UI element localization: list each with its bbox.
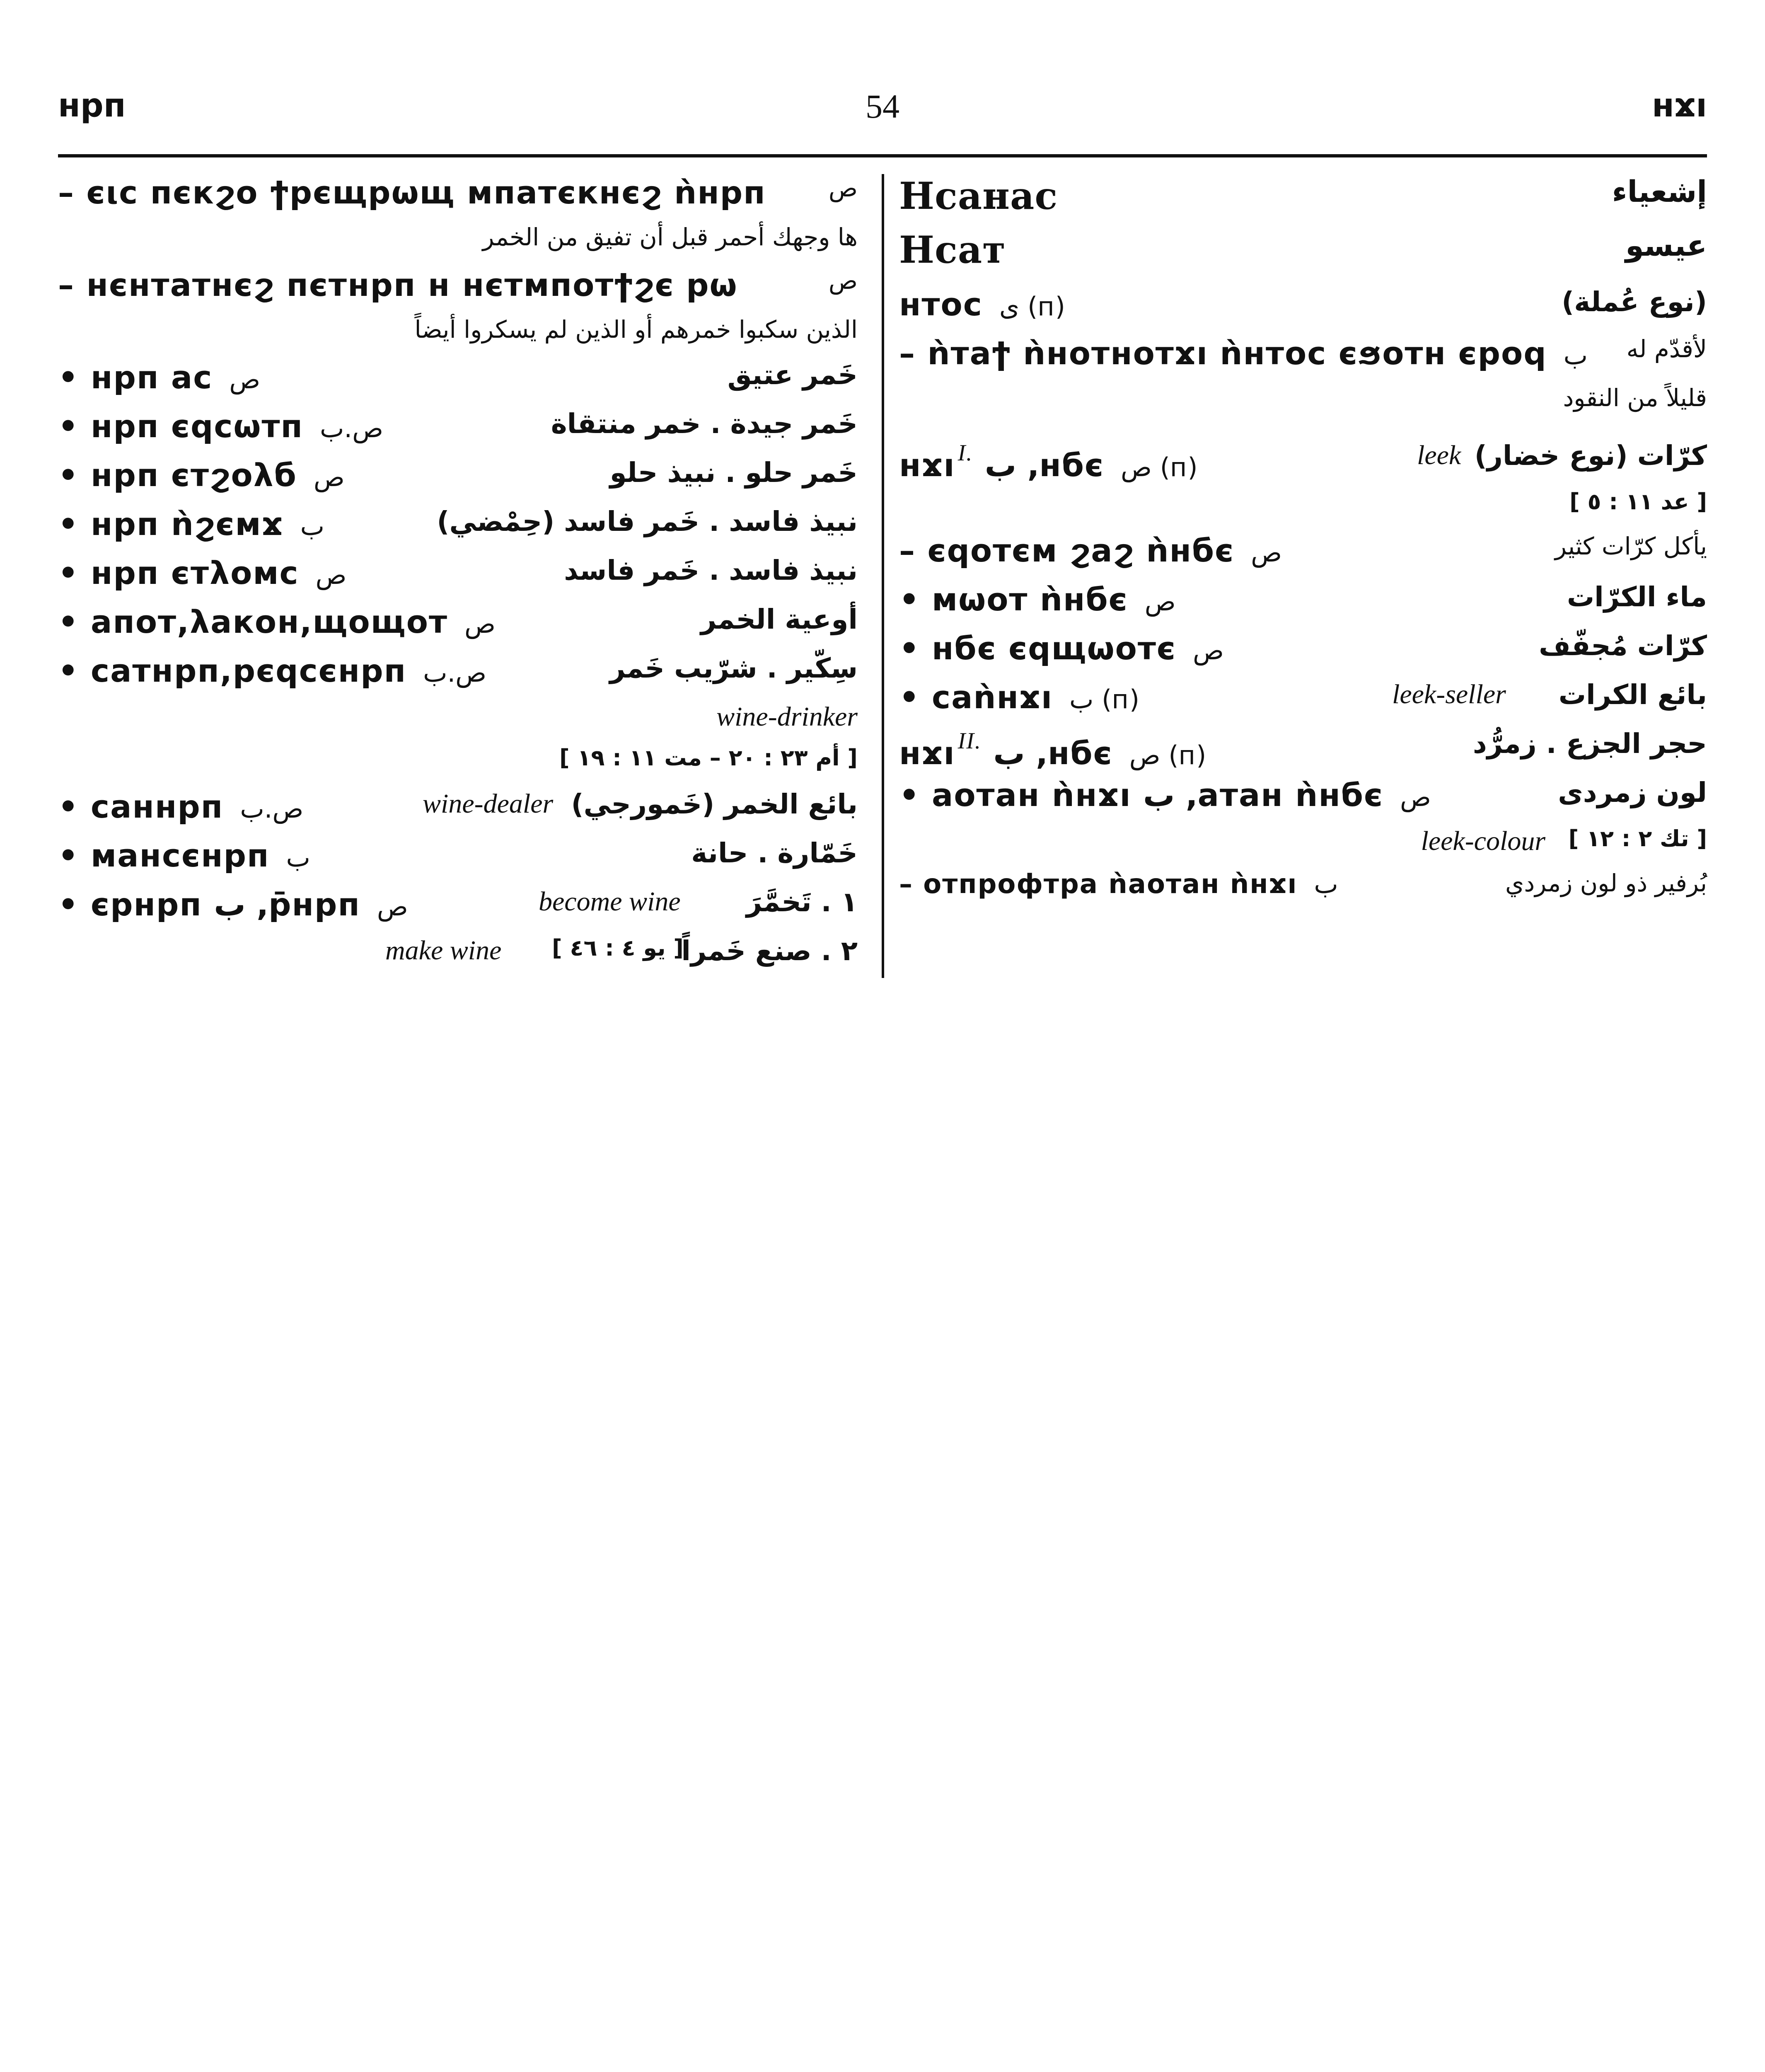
pos-tag: ص: [828, 266, 858, 295]
dictionary-entry: [58, 174, 858, 266]
dictionary-entry: [899, 777, 1707, 869]
english-gloss: become wine: [539, 886, 681, 917]
coptic-headword: • апот,λакон,щощот ص: [58, 603, 496, 640]
dictionary-entry: [899, 286, 1707, 335]
dictionary-entry: [58, 652, 858, 788]
page-header: [58, 87, 1707, 137]
english-gloss: make wine: [385, 935, 502, 966]
pos-tag: ص: [828, 174, 858, 202]
arabic-gloss: ٢ . صنع خَمراً: [681, 935, 858, 967]
scripture-reference: [ عد ١١ : ٥ ]: [1569, 489, 1707, 515]
arabic-gloss: خَمّارة . حانة: [691, 837, 858, 869]
arabic-gloss: حجر الجزع . زمرُّد: [1472, 728, 1707, 760]
dictionary-entry: [899, 679, 1707, 728]
coptic-headword: • сатнрп,рєqсєнрп ص.ب: [58, 652, 487, 689]
right-column: [899, 174, 1707, 918]
scripture-reference: [ تك ٢ : ١٢ ]: [1568, 825, 1707, 852]
coptic-headword: • нрп ас ص: [58, 359, 261, 396]
dictionary-entry: [899, 581, 1707, 630]
dictionary-entry: [899, 440, 1707, 532]
coptic-headword: Нсанас: [899, 174, 1058, 218]
english-gloss: wine-dealer: [423, 789, 554, 819]
english-gloss: leek-seller: [1392, 679, 1506, 709]
arabic-gloss: سِكّير . شرّيب خَمر: [609, 652, 858, 684]
dictionary-entry: [899, 335, 1707, 427]
dictionary-entry: [58, 408, 858, 457]
coptic-headword: – нєнтатнєϩ пєтнрп н нєтмпотϯϩє рω: [58, 266, 738, 303]
arabic-gloss: خَمر جيدة . خمر منتقاة: [551, 408, 858, 440]
coptic-headword: – єιс пєкϩо ϯрєщрωщ мпатєкнєϩ ǹнрп: [58, 174, 766, 211]
dictionary-entry: [899, 630, 1707, 679]
arabic-gloss: ها وجهك أحمر قبل أن تفيق من الخمر: [482, 223, 858, 251]
dictionary-entry: [58, 266, 858, 359]
dictionary-entry: [899, 174, 1707, 228]
arabic-gloss: كرّات مُجفّف: [1539, 630, 1707, 662]
coptic-headword: – отпрофтра ǹаотан ǹнϫı ب: [899, 869, 1338, 900]
coptic-headword: • аотан ǹнϫı ب ,атан ǹнбє ص: [899, 777, 1431, 813]
arabic-gloss: نبيذ فاسد . خَمر فاسد (حِمْضي): [437, 506, 858, 537]
arabic-gloss: بُرفير ذو لون زمردي: [1505, 869, 1707, 897]
dictionary-entry: [58, 788, 858, 837]
dictionary-entry: [899, 532, 1707, 581]
dictionary-entry: [899, 728, 1707, 777]
coptic-headword: • мансєнрп ب: [58, 837, 310, 874]
coptic-headword: • саннрп ص.ب: [58, 788, 304, 825]
running-head-right: нϫı: [1652, 87, 1707, 124]
column-divider: [882, 174, 884, 978]
coptic-headword: • мωот ǹнбє ص: [899, 581, 1176, 618]
arabic-gloss: قليلاً من النقود: [1563, 384, 1707, 412]
arabic-gloss: بائع الخمر (خَمورجي): [571, 788, 858, 820]
arabic-gloss: الذين سكبوا خمرهم أو الذين لم يسكروا أيضاً: [414, 315, 858, 344]
arabic-gloss: أوعية الخمر: [701, 603, 858, 635]
running-head-left: нрп: [58, 87, 126, 124]
coptic-headword: • нбє єqщωотє ص: [899, 630, 1224, 667]
arabic-gloss: يأكل كرّات كثير: [1555, 532, 1707, 560]
dictionary-entry: [899, 228, 1707, 286]
arabic-gloss: خَمر عتيق: [727, 359, 858, 391]
dictionary-entry: [58, 457, 858, 506]
dictionary-entry: [58, 837, 858, 886]
coptic-headword: • нрп єтϩоλб ص: [58, 457, 345, 494]
coptic-headword: Нсат: [899, 228, 1006, 272]
dictionary-entry: [899, 869, 1707, 918]
dictionary-entry: [58, 603, 858, 652]
coptic-headword: • нрп єqсωтп ص.ب: [58, 408, 384, 445]
arabic-gloss: ١ . تَخمَّرَ: [746, 886, 858, 918]
arabic-gloss: ماء الكرّات: [1567, 581, 1707, 613]
coptic-headword: – єqотєм ϩаϩ ǹнбє ص: [899, 532, 1282, 569]
scripture-reference: [ أم ٢٣ : ٢٠ – مت ١١ : ١٩ ]: [559, 745, 858, 771]
coptic-headword: • нрп ǹϩємϫ ب: [58, 506, 324, 542]
coptic-headword: – ǹтаϯ ǹнотнотϫı ǹнтос єϧотн єроq ب: [899, 335, 1588, 372]
arabic-gloss: بائع الكرات: [1558, 679, 1707, 711]
arabic-gloss: نبيذ فاسد . خَمر فاسد: [564, 554, 858, 586]
dictionary-entry: [58, 506, 858, 554]
arabic-gloss: (نوع عُملة): [1562, 286, 1707, 318]
arabic-gloss: كرّات (نوع خضار): [1474, 440, 1707, 472]
arabic-gloss: خَمر حلو . نبيذ حلو: [609, 457, 858, 489]
coptic-headword: нтос ى (п): [899, 286, 1065, 323]
english-gloss: leek: [1417, 440, 1461, 470]
left-column: [58, 174, 858, 978]
arabic-gloss: إشعياء: [1612, 174, 1707, 209]
coptic-headword: • саǹнϫı ب (п): [899, 679, 1140, 716]
english-gloss: wine-drinker: [716, 702, 858, 732]
page-number: 54: [866, 87, 899, 125]
arabic-gloss: عيسو: [1625, 228, 1707, 263]
dictionary-entry: [58, 359, 858, 408]
arabic-gloss: لأقدّم له: [1626, 335, 1707, 363]
scripture-reference: [ يو ٤ : ٤٦ ]: [552, 935, 684, 961]
coptic-headword: • нрп єтλомс ص: [58, 554, 347, 591]
english-gloss: leek-colour: [1421, 826, 1545, 856]
coptic-headword: нϫı $^{II.}$ ب ,нбє ص (п): [899, 728, 1206, 772]
coptic-headword: нϫı $^{I.}$ ب ,нбє ص (п): [899, 440, 1198, 484]
arabic-gloss: لون زمردى: [1558, 777, 1707, 808]
dictionary-entry: [58, 886, 858, 978]
header-rule: [58, 154, 1707, 157]
coptic-headword: • єрнрп ب ,р̄нрп ص: [58, 886, 408, 923]
dictionary-entry: [58, 554, 858, 603]
